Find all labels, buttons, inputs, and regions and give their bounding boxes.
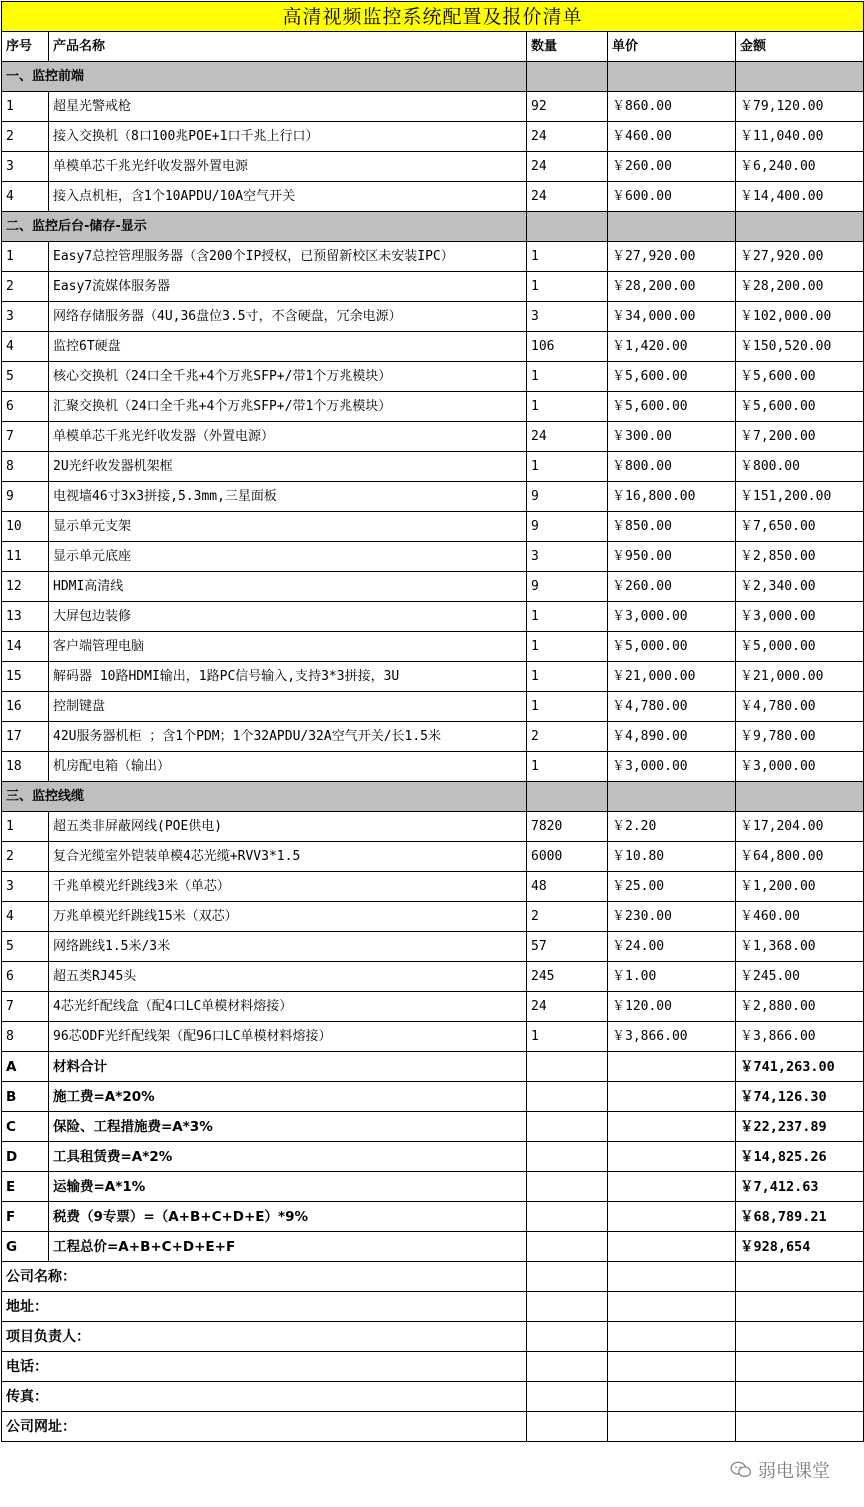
- row-name: 单模单芯千兆光纤收发器（外置电源）: [49, 422, 527, 452]
- row-price: ￥4,780.00: [608, 692, 736, 722]
- table-row: [2, 422, 864, 452]
- table-row: [2, 122, 864, 152]
- section-qty-blank: [527, 62, 608, 92]
- summary-label: 运输费=A*1%: [49, 1172, 527, 1202]
- row-qty: 1: [527, 662, 608, 692]
- row-name: 超五类非屏蔽网线(POE供电): [49, 812, 527, 842]
- row-qty: 7820: [527, 812, 608, 842]
- row-no: 18: [2, 752, 49, 782]
- row-amount: ￥5,600.00: [736, 392, 864, 422]
- row-qty: 9: [527, 482, 608, 512]
- row-qty: 2: [527, 902, 608, 932]
- row-name: 网络跳线1.5米/3米: [49, 932, 527, 962]
- summary-row: [2, 1142, 864, 1172]
- summary-qty-blank: [527, 1202, 608, 1232]
- row-no: 4: [2, 182, 49, 212]
- row-price: ￥28,200.00: [608, 272, 736, 302]
- row-amount: ￥7,650.00: [736, 512, 864, 542]
- footer-label: 公司网址：: [2, 1412, 527, 1442]
- row-no: 5: [2, 932, 49, 962]
- table-row: [2, 572, 864, 602]
- row-name: 显示单元底座: [49, 542, 527, 572]
- table-row: [2, 332, 864, 362]
- summary-amount: ￥14,825.26: [736, 1142, 864, 1172]
- summary-amount: ￥74,126.30: [736, 1082, 864, 1112]
- summary-label: 工具租赁费=A*2%: [49, 1142, 527, 1172]
- row-amount: ￥150,520.00: [736, 332, 864, 362]
- row-name: 控制键盘: [49, 692, 527, 722]
- row-name: Easy7流媒体服务器: [49, 272, 527, 302]
- footer-amount-blank: [736, 1262, 864, 1292]
- row-qty: 1: [527, 692, 608, 722]
- table-row: [2, 872, 864, 902]
- row-price: ￥3,866.00: [608, 1022, 736, 1052]
- section-price-blank: [608, 782, 736, 812]
- summary-qty-blank: [527, 1232, 608, 1262]
- row-no: 6: [2, 392, 49, 422]
- summary-label: 保险、工程措施费=A*3%: [49, 1112, 527, 1142]
- row-qty: 57: [527, 932, 608, 962]
- section-row: [2, 62, 864, 92]
- row-no: 8: [2, 452, 49, 482]
- row-name: 显示单元支架: [49, 512, 527, 542]
- row-amount: ￥28,200.00: [736, 272, 864, 302]
- footer-qty-blank: [527, 1412, 608, 1442]
- footer-label: 地址：: [2, 1292, 527, 1322]
- row-name: 机房配电箱（输出）: [49, 752, 527, 782]
- row-amount: ￥14,400.00: [736, 182, 864, 212]
- summary-no: G: [2, 1232, 49, 1262]
- row-price: ￥24.00: [608, 932, 736, 962]
- header-qty: 数量: [527, 32, 608, 62]
- row-amount: ￥1,368.00: [736, 932, 864, 962]
- summary-no: E: [2, 1172, 49, 1202]
- row-amount: ￥17,204.00: [736, 812, 864, 842]
- row-price: ￥5,600.00: [608, 392, 736, 422]
- table-row: [2, 152, 864, 182]
- summary-qty-blank: [527, 1172, 608, 1202]
- header-no: 序号: [2, 32, 49, 62]
- summary-label: 施工费=A*20%: [49, 1082, 527, 1112]
- row-name: 网络存储服务器（4U,36盘位3.5寸，不含硬盘，冗余电源）: [49, 302, 527, 332]
- header-name: 产品名称: [49, 32, 527, 62]
- row-price: ￥25.00: [608, 872, 736, 902]
- row-qty: 1: [527, 272, 608, 302]
- footer-price-blank: [608, 1322, 736, 1352]
- footer-row: [2, 1322, 864, 1352]
- footer-price-blank: [608, 1382, 736, 1412]
- row-name: 千兆单模光纤跳线3米（单芯）: [49, 872, 527, 902]
- section-qty-blank: [527, 782, 608, 812]
- row-price: ￥3,000.00: [608, 602, 736, 632]
- row-no: 7: [2, 992, 49, 1022]
- section-amount-blank: [736, 782, 864, 812]
- table-row: [2, 902, 864, 932]
- row-name: HDMI高清线: [49, 572, 527, 602]
- table-row: [2, 392, 864, 422]
- section-row: [2, 782, 864, 812]
- row-amount: ￥21,000.00: [736, 662, 864, 692]
- row-name: 4芯光纤配线盒（配4口LC单模材料熔接）: [49, 992, 527, 1022]
- row-no: 16: [2, 692, 49, 722]
- table-row: [2, 992, 864, 1022]
- row-no: 2: [2, 842, 49, 872]
- row-qty: 24: [527, 992, 608, 1022]
- footer-row: [2, 1352, 864, 1382]
- row-no: 2: [2, 122, 49, 152]
- footer-price-blank: [608, 1262, 736, 1292]
- row-name: 2U光纤收发器机架框: [49, 452, 527, 482]
- footer-row: [2, 1262, 864, 1292]
- row-no: 3: [2, 872, 49, 902]
- footer-amount-blank: [736, 1382, 864, 1412]
- footer-price-blank: [608, 1412, 736, 1442]
- row-no: 11: [2, 542, 49, 572]
- row-no: 13: [2, 602, 49, 632]
- row-price: ￥120.00: [608, 992, 736, 1022]
- row-price: ￥4,890.00: [608, 722, 736, 752]
- summary-amount: ￥7,412.63: [736, 1172, 864, 1202]
- summary-no: C: [2, 1112, 49, 1142]
- footer-qty-blank: [527, 1292, 608, 1322]
- row-no: 6: [2, 962, 49, 992]
- title-row: [2, 2, 864, 32]
- row-name: 超五类RJ45头: [49, 962, 527, 992]
- table-row: [2, 692, 864, 722]
- row-name: 超星光警戒枪: [49, 92, 527, 122]
- row-no: 1: [2, 92, 49, 122]
- row-qty: 1: [527, 362, 608, 392]
- table-row: [2, 542, 864, 572]
- header-row: [2, 32, 864, 62]
- row-name: 42U服务器机柜 ；含1个PDM；1个32APDU/32A空气开关/长1.5米: [49, 722, 527, 752]
- watermark-text: 弱电课堂: [758, 1461, 830, 1482]
- row-no: 14: [2, 632, 49, 662]
- footer-qty-blank: [527, 1352, 608, 1382]
- row-qty: 24: [527, 152, 608, 182]
- table-row: [2, 812, 864, 842]
- summary-label: 材料合计: [49, 1052, 527, 1082]
- row-name: 客户端管理电脑: [49, 632, 527, 662]
- row-price: ￥460.00: [608, 122, 736, 152]
- row-price: ￥3,000.00: [608, 752, 736, 782]
- summary-amount: ￥22,237.89: [736, 1112, 864, 1142]
- summary-price-blank: [608, 1082, 736, 1112]
- row-qty: 9: [527, 512, 608, 542]
- row-qty: 1: [527, 602, 608, 632]
- row-qty: 6000: [527, 842, 608, 872]
- row-qty: 1: [527, 392, 608, 422]
- row-price: ￥260.00: [608, 572, 736, 602]
- row-qty: 1: [527, 242, 608, 272]
- row-price: ￥34,000.00: [608, 302, 736, 332]
- table-row: [2, 662, 864, 692]
- section-label: 一、监控前端: [2, 62, 527, 92]
- summary-row: [2, 1232, 864, 1262]
- row-price: ￥10.80: [608, 842, 736, 872]
- row-amount: ￥460.00: [736, 902, 864, 932]
- row-name: Easy7总控管理服务器（含200个IP授权，已预留新校区未安装IPC）: [49, 242, 527, 272]
- row-amount: ￥2,340.00: [736, 572, 864, 602]
- row-qty: 3: [527, 542, 608, 572]
- row-no: 15: [2, 662, 49, 692]
- row-amount: ￥151,200.00: [736, 482, 864, 512]
- footer-price-blank: [608, 1292, 736, 1322]
- summary-row: [2, 1082, 864, 1112]
- row-amount: ￥2,850.00: [736, 542, 864, 572]
- row-amount: ￥3,866.00: [736, 1022, 864, 1052]
- row-price: ￥260.00: [608, 152, 736, 182]
- row-price: ￥1.00: [608, 962, 736, 992]
- table-row: [2, 962, 864, 992]
- footer-label: 公司名称：: [2, 1262, 527, 1292]
- quote-table: [1, 1, 864, 1442]
- footer-qty-blank: [527, 1382, 608, 1412]
- summary-row: [2, 1202, 864, 1232]
- header-price: 单价: [608, 32, 736, 62]
- table-row: [2, 92, 864, 122]
- row-name: 96芯ODF光纤配线架（配96口LC单模材料熔接）: [49, 1022, 527, 1052]
- footer-amount-blank: [736, 1352, 864, 1382]
- row-price: ￥950.00: [608, 542, 736, 572]
- table-row: [2, 1022, 864, 1052]
- summary-row: [2, 1052, 864, 1082]
- row-price: ￥5,000.00: [608, 632, 736, 662]
- table-row: [2, 842, 864, 872]
- row-qty: 24: [527, 422, 608, 452]
- row-name: 复合光缆室外铠装单模4芯光缆+RVV3*1.5: [49, 842, 527, 872]
- footer-row: [2, 1292, 864, 1322]
- row-qty: 1: [527, 632, 608, 662]
- row-name: 监控6T硬盘: [49, 332, 527, 362]
- row-no: 5: [2, 362, 49, 392]
- row-no: 1: [2, 242, 49, 272]
- row-qty: 1: [527, 452, 608, 482]
- summary-price-blank: [608, 1052, 736, 1082]
- footer-label: 传真：: [2, 1382, 527, 1412]
- row-qty: 1: [527, 752, 608, 782]
- table-row: [2, 362, 864, 392]
- row-amount: ￥800.00: [736, 452, 864, 482]
- table-row: [2, 182, 864, 212]
- row-no: 17: [2, 722, 49, 752]
- row-amount: ￥2,880.00: [736, 992, 864, 1022]
- footer-label: 项目负责人：: [2, 1322, 527, 1352]
- table-row: [2, 512, 864, 542]
- summary-qty-blank: [527, 1052, 608, 1082]
- row-name: 电视墙46寸3x3拼接,5.3mm,三星面板: [49, 482, 527, 512]
- summary-amount: ￥68,789.21: [736, 1202, 864, 1232]
- row-no: 9: [2, 482, 49, 512]
- table-row: [2, 452, 864, 482]
- row-name: 单模单芯千兆光纤收发器外置电源: [49, 152, 527, 182]
- table-row: [2, 932, 864, 962]
- row-name: 接入点机柜，含1个10APDU/10A空气开关: [49, 182, 527, 212]
- summary-qty-blank: [527, 1082, 608, 1112]
- row-price: ￥300.00: [608, 422, 736, 452]
- row-no: 12: [2, 572, 49, 602]
- row-name: 核心交换机（24口全千兆+4个万兆SFP+/带1个万兆模块）: [49, 362, 527, 392]
- summary-no: A: [2, 1052, 49, 1082]
- summary-qty-blank: [527, 1112, 608, 1142]
- row-amount: ￥3,000.00: [736, 752, 864, 782]
- row-no: 2: [2, 272, 49, 302]
- summary-label: 工程总价=A+B+C+D+E+F: [49, 1232, 527, 1262]
- summary-no: D: [2, 1142, 49, 1172]
- row-no: 3: [2, 152, 49, 182]
- summary-price-blank: [608, 1112, 736, 1142]
- row-qty: 3: [527, 302, 608, 332]
- row-name: 万兆单模光纤跳线15米（双芯）: [49, 902, 527, 932]
- wechat-icon: [730, 1461, 752, 1479]
- row-price: ￥230.00: [608, 902, 736, 932]
- row-price: ￥850.00: [608, 512, 736, 542]
- row-amount: ￥3,000.00: [736, 602, 864, 632]
- row-amount: ￥27,920.00: [736, 242, 864, 272]
- row-no: 4: [2, 902, 49, 932]
- footer-qty-blank: [527, 1322, 608, 1352]
- row-qty: 92: [527, 92, 608, 122]
- row-amount: ￥102,000.00: [736, 302, 864, 332]
- summary-row: [2, 1172, 864, 1202]
- summary-amount: ￥928,654: [736, 1232, 864, 1262]
- row-qty: 1: [527, 1022, 608, 1052]
- section-row: [2, 212, 864, 242]
- row-qty: 2: [527, 722, 608, 752]
- table-row: [2, 482, 864, 512]
- summary-price-blank: [608, 1232, 736, 1262]
- row-price: ￥800.00: [608, 452, 736, 482]
- row-no: 3: [2, 302, 49, 332]
- footer-row: [2, 1382, 864, 1412]
- section-amount-blank: [736, 212, 864, 242]
- row-qty: 48: [527, 872, 608, 902]
- footer-row: [2, 1412, 864, 1442]
- row-price: ￥2.20: [608, 812, 736, 842]
- section-qty-blank: [527, 212, 608, 242]
- row-name: 接入交换机（8口100兆POE+1口千兆上行口）: [49, 122, 527, 152]
- summary-price-blank: [608, 1172, 736, 1202]
- row-amount: ￥245.00: [736, 962, 864, 992]
- row-amount: ￥6,240.00: [736, 152, 864, 182]
- row-price: ￥600.00: [608, 182, 736, 212]
- footer-price-blank: [608, 1352, 736, 1382]
- row-amount: ￥5,600.00: [736, 362, 864, 392]
- row-amount: ￥4,780.00: [736, 692, 864, 722]
- footer-qty-blank: [527, 1262, 608, 1292]
- section-price-blank: [608, 212, 736, 242]
- row-price: ￥5,600.00: [608, 362, 736, 392]
- row-amount: ￥1,200.00: [736, 872, 864, 902]
- row-price: ￥21,000.00: [608, 662, 736, 692]
- summary-amount: ￥741,263.00: [736, 1052, 864, 1082]
- summary-price-blank: [608, 1202, 736, 1232]
- table-row: [2, 302, 864, 332]
- row-amount: ￥9,780.00: [736, 722, 864, 752]
- page-title: 高清视频监控系统配置及报价清单: [2, 2, 864, 32]
- row-no: 8: [2, 1022, 49, 1052]
- section-label: 三、监控线缆: [2, 782, 527, 812]
- table-row: [2, 602, 864, 632]
- table-row: [2, 242, 864, 272]
- row-no: 7: [2, 422, 49, 452]
- row-qty: 24: [527, 182, 608, 212]
- row-name: 解码器 10路HDMI输出，1路PC信号输入,支持3*3拼接，3U: [49, 662, 527, 692]
- summary-qty-blank: [527, 1142, 608, 1172]
- header-amount: 金额: [736, 32, 864, 62]
- table-row: [2, 752, 864, 782]
- summary-row: [2, 1112, 864, 1142]
- row-name: 汇聚交换机（24口全千兆+4个万兆SFP+/带1个万兆模块）: [49, 392, 527, 422]
- footer-label: 电话：: [2, 1352, 527, 1382]
- table-row: [2, 632, 864, 662]
- summary-no: F: [2, 1202, 49, 1232]
- row-price: ￥860.00: [608, 92, 736, 122]
- footer-amount-blank: [736, 1412, 864, 1442]
- row-name: 大屏包边装修: [49, 602, 527, 632]
- summary-label: 税费（9专票）=（A+B+C+D+E）*9%: [49, 1202, 527, 1232]
- summary-price-blank: [608, 1142, 736, 1172]
- row-no: 10: [2, 512, 49, 542]
- row-qty: 9: [527, 572, 608, 602]
- row-qty: 24: [527, 122, 608, 152]
- section-amount-blank: [736, 62, 864, 92]
- row-price: ￥16,800.00: [608, 482, 736, 512]
- table-row: [2, 272, 864, 302]
- row-amount: ￥64,800.00: [736, 842, 864, 872]
- row-amount: ￥5,000.00: [736, 632, 864, 662]
- footer-amount-blank: [736, 1322, 864, 1352]
- summary-no: B: [2, 1082, 49, 1112]
- section-price-blank: [608, 62, 736, 92]
- table-row: [2, 722, 864, 752]
- row-amount: ￥11,040.00: [736, 122, 864, 152]
- row-amount: ￥79,120.00: [736, 92, 864, 122]
- row-no: 1: [2, 812, 49, 842]
- row-qty: 245: [527, 962, 608, 992]
- footer-amount-blank: [736, 1292, 864, 1322]
- row-qty: 106: [527, 332, 608, 362]
- row-price: ￥1,420.00: [608, 332, 736, 362]
- row-no: 4: [2, 332, 49, 362]
- section-label: 二、监控后台-储存-显示: [2, 212, 527, 242]
- watermark: [726, 1455, 834, 1485]
- row-price: ￥27,920.00: [608, 242, 736, 272]
- row-amount: ￥7,200.00: [736, 422, 864, 452]
